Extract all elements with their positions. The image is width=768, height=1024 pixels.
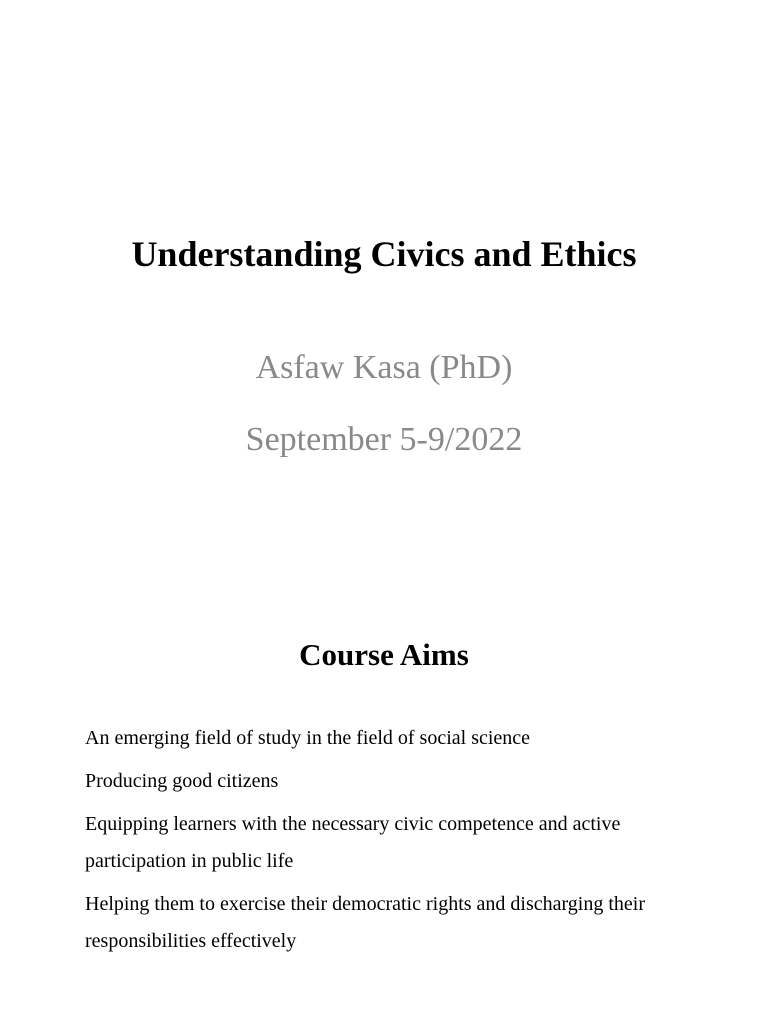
presentation-date: September 5-9/2022	[245, 421, 523, 458]
course-aims-list	[85, 720, 725, 966]
course-aim-item: Equipping learners with the necessary civic competence and active participation in public life	[85, 813, 621, 872]
course-aim-item: Helping them to exercise their democratic rights and discharging their responsibilities effectively	[85, 893, 646, 952]
course-aim-item: An emerging field of study in the field of social science	[85, 727, 531, 749]
course-aim-item: Producing good citizens	[85, 770, 279, 792]
document-title: Understanding Civics and Ethics	[131, 234, 637, 274]
course-aims-heading: Course Aims	[299, 637, 469, 672]
author-name: Asfaw Kasa (PhD)	[255, 349, 513, 386]
